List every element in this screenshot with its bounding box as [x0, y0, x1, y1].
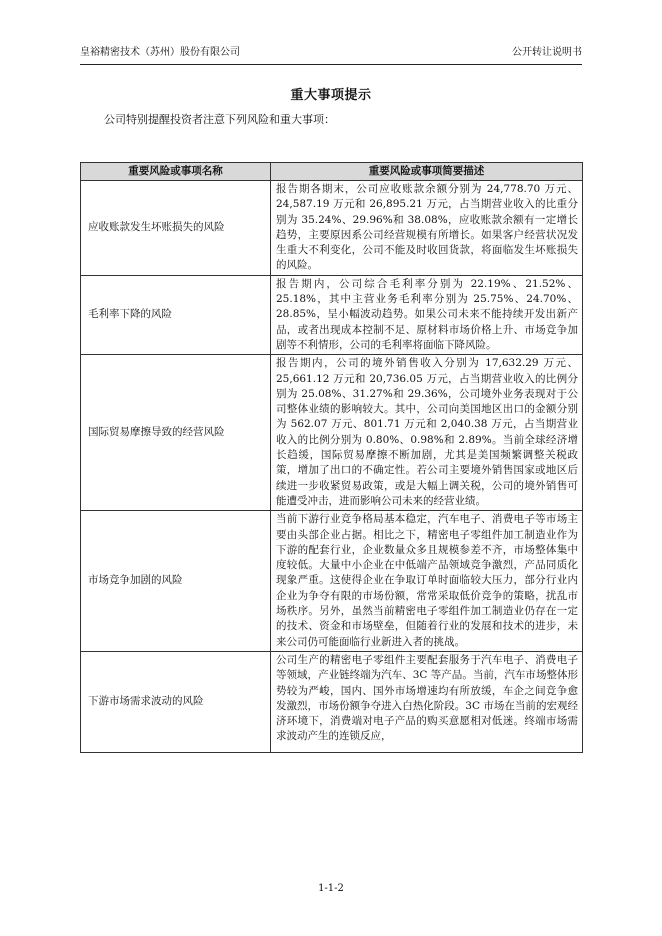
table-row: [81, 511, 583, 652]
header-document-type: 公开转让说明书: [512, 47, 582, 58]
table-row: [81, 181, 583, 276]
risk-name: 毛利率下降的风险: [81, 275, 271, 354]
risk-name: 应收账款发生坏账损失的风险: [81, 181, 271, 276]
risk-name: 市场竞争加剧的风险: [81, 511, 271, 652]
intro-paragraph: 公司特别提醒投资者注意下列风险和重大事项：: [104, 113, 335, 126]
page-number: 1-1-2: [318, 883, 344, 894]
header-company-name: 皇裕精密技术（苏州）股份有限公司: [80, 47, 240, 58]
risk-table: [80, 162, 583, 753]
risk-name: 下游市场需求波动的风险: [81, 651, 271, 752]
page-title: 重大事项提示: [290, 88, 372, 103]
risk-description: 报告期内，公司综合毛利率分别为 22.19%、21.52%、25.18%，其中主营业务毛利率分别为 25.75%、24.70%、28.85%，呈小幅波动趋势。如果公司未来不能持续开发出新产品，或者出现成本控制不足、原材料市场价格上升、市场竞争加剧等不利情形，公司的毛利率将面临下降风险。: [271, 275, 583, 354]
table-header-row: [81, 163, 583, 181]
risk-description: 报告期内，公司的境外销售收入分别为 17,632.29 万元、25,661.12 万元和 20,736.05 万元，占当期营业收入的比例分别为 25.08%、31.27%和 29.36%，公司境外业务表现对于公司整体业绩的影响较大。其中，公司向美国地区出口的金额分别为 562.07 万元、801.71 万元和 2,040.38 万元，占当期营业收入的比例分别为 0.80%、0.98%和 2.89%。当前全球经济增长趋缓，国际贸易摩擦不断加剧，尤其是美国频繁调整关税政策，增加了出口的不确定性。若公司主要境外销售国家或地区后续进一步收紧贸易政策，或是大幅上调关税，公司的境外销售可能遭受冲击，进而影响公司未来的经营业绩。: [271, 355, 583, 511]
risk-description-cell: [271, 651, 583, 752]
table-row: [81, 651, 583, 752]
table-row: [81, 355, 583, 511]
risk-description: 当前下游行业竞争格局基本稳定，汽车电子、消费电子等市场主要由头部企业占据。相比之下，精密电子零组件加工制造业作为下游的配套行业，企业数量众多且规模参差不齐，市场整体集中度较低。大量中小企业在中低端产品领域竞争激烈，产品同质化现象严重。这使得企业在争取订单时面临较大压力，部分行业内企业为争夺有限的市场份额，常常采取低价竞争的策略，扰乱市场秩序。另外，虽然当前精密电子零组件加工制造业仍存在一定的技术、资金和市场壁垒，但随着行业的发展和技术的进步，未来公司仍可能面临行业新进入者的挑战。: [271, 511, 583, 652]
table-row: [81, 275, 583, 354]
page-header: [80, 44, 582, 65]
risk-name: 国际贸易摩擦导致的经营风险: [81, 355, 271, 511]
column-header-risk-description: 重要风险或事项简要描述: [271, 163, 583, 181]
column-header-risk-name: 重要风险或事项名称: [81, 163, 271, 181]
risk-description: 公司生产的精密电子零组件主要配套服务于汽车电子、消费电子等领域，产业链终端为汽车、3C 等产品。当前，汽车市场整体形势较为严峻，国内、国外市场增速均有所放缓，车企之间竞争愈发激烈，市场份额争夺进入白热化阶段。3C 市场在当前的宏观经济环境下，消费端对电子产品的购买意愿相对低迷。终端市场需求波动产生的连锁反应，: [276, 653, 578, 743]
risk-description: 报告期各期末，公司应收账款余额分别为 24,778.70 万元、24,587.19 万元和 26,895.21 万元，占当期营业收入的比重分别为 35.24%、29.96%和 38.08%，应收账款余额有一定增长趋势，主要原因系公司经营规模有所增长。如果客户经营状况发生重大不利变化，公司不能及时收回货款，将面临发生坏账损失的风险。: [271, 181, 583, 276]
